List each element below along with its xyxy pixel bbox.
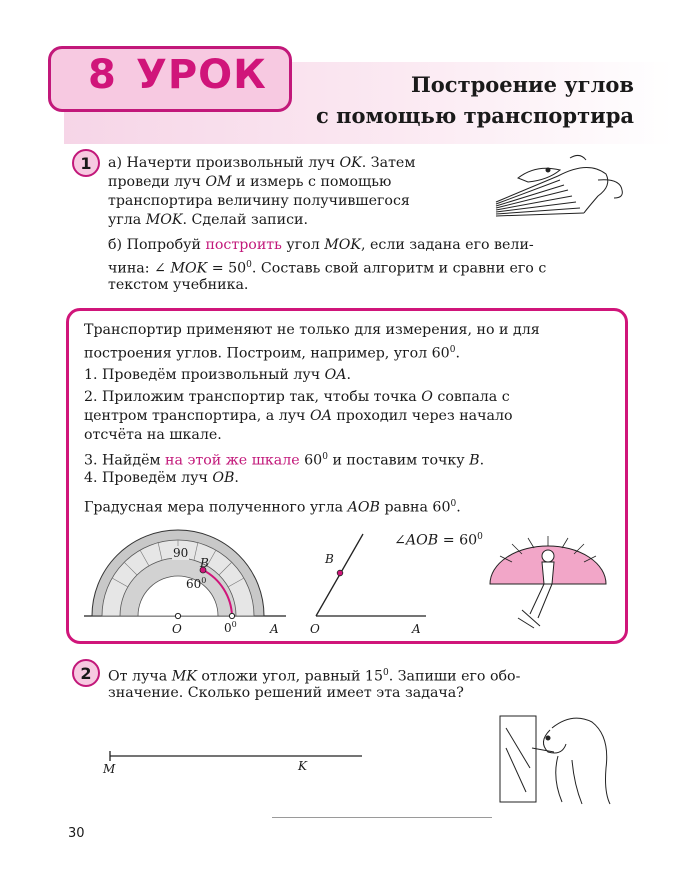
text: От луча <box>108 668 172 685</box>
var: B <box>469 452 480 469</box>
text: отложи угол, равный 15 <box>196 668 383 685</box>
text: совпала с <box>432 389 510 405</box>
text: 2. Приложим транспортир так, чтобы точка <box>84 389 422 405</box>
var: MOK <box>170 260 208 277</box>
angle-label-a: A <box>412 622 421 636</box>
var: AOB <box>405 532 439 549</box>
creature-legs <box>556 756 582 804</box>
text: и измерь с помощью <box>231 174 392 190</box>
degree-sup: 0 <box>322 452 328 462</box>
ray-label-m: M <box>103 762 116 776</box>
mirror-reflection <box>506 748 526 792</box>
text: 4. Проведём луч <box>84 470 213 486</box>
text: = 60 <box>438 532 478 549</box>
protractor-label-o: O <box>172 622 182 636</box>
var: OA <box>309 408 332 424</box>
text: . Затем <box>361 155 416 171</box>
creature-protractor-illustration <box>482 536 612 636</box>
degree-sup: 0 <box>477 532 483 542</box>
info-step1 <box>84 366 351 385</box>
mirror-reflection <box>506 728 530 768</box>
page-number: 30 <box>68 826 85 841</box>
degree-sup: 0 <box>201 576 207 585</box>
page-title-line1: Построение углов <box>410 72 634 97</box>
text: 60 <box>299 452 323 469</box>
var: OM <box>205 174 232 190</box>
task1-a-line1 <box>108 154 415 173</box>
creature-arm <box>532 748 554 752</box>
var: MOK <box>324 237 362 253</box>
angle-aob-figure <box>306 528 439 620</box>
text: угла <box>108 212 146 228</box>
footer-rule <box>272 817 492 818</box>
text: 1. Проведём произвольный луч <box>84 367 325 383</box>
degree-sup: 0 <box>231 620 237 629</box>
protractor-label-90: 90 <box>173 546 189 560</box>
point-zero-dot <box>229 613 234 618</box>
point-b-dot <box>337 570 343 576</box>
task1-b-line1 <box>108 236 534 255</box>
text: . <box>456 499 461 516</box>
var: O <box>421 389 433 405</box>
text: равна 60 <box>379 499 451 516</box>
text: . <box>234 470 239 486</box>
var: MK <box>171 668 197 685</box>
highlight-phrase: на этой же шкале <box>165 452 300 469</box>
task1-a-line2 <box>108 173 391 192</box>
text: . <box>346 367 352 383</box>
info-result <box>84 495 461 518</box>
degree-sup: 0 <box>382 668 389 678</box>
var: OB <box>212 470 235 486</box>
task-number-badge: 1 <box>72 149 100 177</box>
mirror-frame <box>500 716 536 802</box>
degree-sup: 0 <box>246 260 252 270</box>
point-o-dot <box>175 613 180 618</box>
lesson-number: 8 <box>88 52 116 98</box>
creature-body <box>552 718 610 804</box>
var: AOB <box>347 499 380 516</box>
degree-sup: 0 <box>450 499 457 509</box>
info-intro-line1: Транспортир применяют не только для измерения, но и для <box>84 322 540 338</box>
text: угол <box>281 237 325 253</box>
var: OA <box>324 367 347 383</box>
info-step2-line1 <box>84 388 510 407</box>
text: а) Начерти произвольный луч <box>108 155 340 171</box>
text: построения углов. Построим, например, угол 60 <box>84 345 450 362</box>
info-step4 <box>84 469 239 488</box>
text: , если задана его вели- <box>361 237 534 253</box>
highlight-word: построить <box>205 237 282 253</box>
lesson-word: УРОК <box>136 52 267 98</box>
ray-label-k: K <box>298 759 307 773</box>
info-step3 <box>84 448 484 471</box>
creature-eye <box>546 736 550 740</box>
var: OK <box>339 155 362 171</box>
text: . <box>479 452 485 469</box>
text: проведи луч <box>108 174 206 190</box>
text: . Сделай записи. <box>182 212 308 228</box>
text: = 50 <box>207 260 247 277</box>
text: б) Попробуй <box>108 237 206 253</box>
task1-b-line3: текстом учебника. <box>108 277 249 293</box>
text: 3. Найдём <box>84 452 166 469</box>
protractor-label-60 <box>186 576 206 591</box>
protractor-figure <box>80 528 290 640</box>
page-title-line2: с помощью транспортира <box>316 103 634 128</box>
text: . Составь свой алгоритм и сравни его с <box>251 260 547 277</box>
info-intro-line2 <box>84 341 460 364</box>
creature-head <box>543 730 566 753</box>
angle-label-o: O <box>310 622 320 636</box>
task-number-badge: 2 <box>72 659 100 687</box>
ray-mk-figure <box>100 748 370 768</box>
task2-line2: значение. Сколько решений имеет эта задача? <box>108 685 464 701</box>
text: . Запиши его обо- <box>388 668 521 685</box>
info-step2-line3: отсчёта на шкале. <box>84 427 222 443</box>
var: MOK <box>145 212 183 228</box>
text: . <box>455 345 460 362</box>
degree-sup: 0 <box>449 345 456 355</box>
text: 0 <box>224 621 232 635</box>
protractor-label-zero <box>224 620 237 635</box>
text: центром транспортира, а луч <box>84 408 310 424</box>
text: 60 <box>186 577 202 591</box>
creature-fan-illustration <box>488 150 638 220</box>
info-step2-line2 <box>84 407 513 426</box>
task1-a-line3: транспортира величину получившегося <box>108 193 410 209</box>
text: проходил через начало <box>331 408 513 424</box>
text: Градусная мера полученного угла <box>84 499 348 516</box>
protractor-label-a: A <box>270 622 279 636</box>
text: и поставим точку <box>327 452 470 469</box>
task1-a-line4 <box>108 211 308 230</box>
angle-label-b: B <box>325 552 334 566</box>
angle-sign: ∠ <box>394 532 406 549</box>
protractor-label-b: B <box>200 556 209 570</box>
text: чина: ∠ <box>108 260 171 277</box>
creature-mirror-illustration <box>492 708 620 808</box>
